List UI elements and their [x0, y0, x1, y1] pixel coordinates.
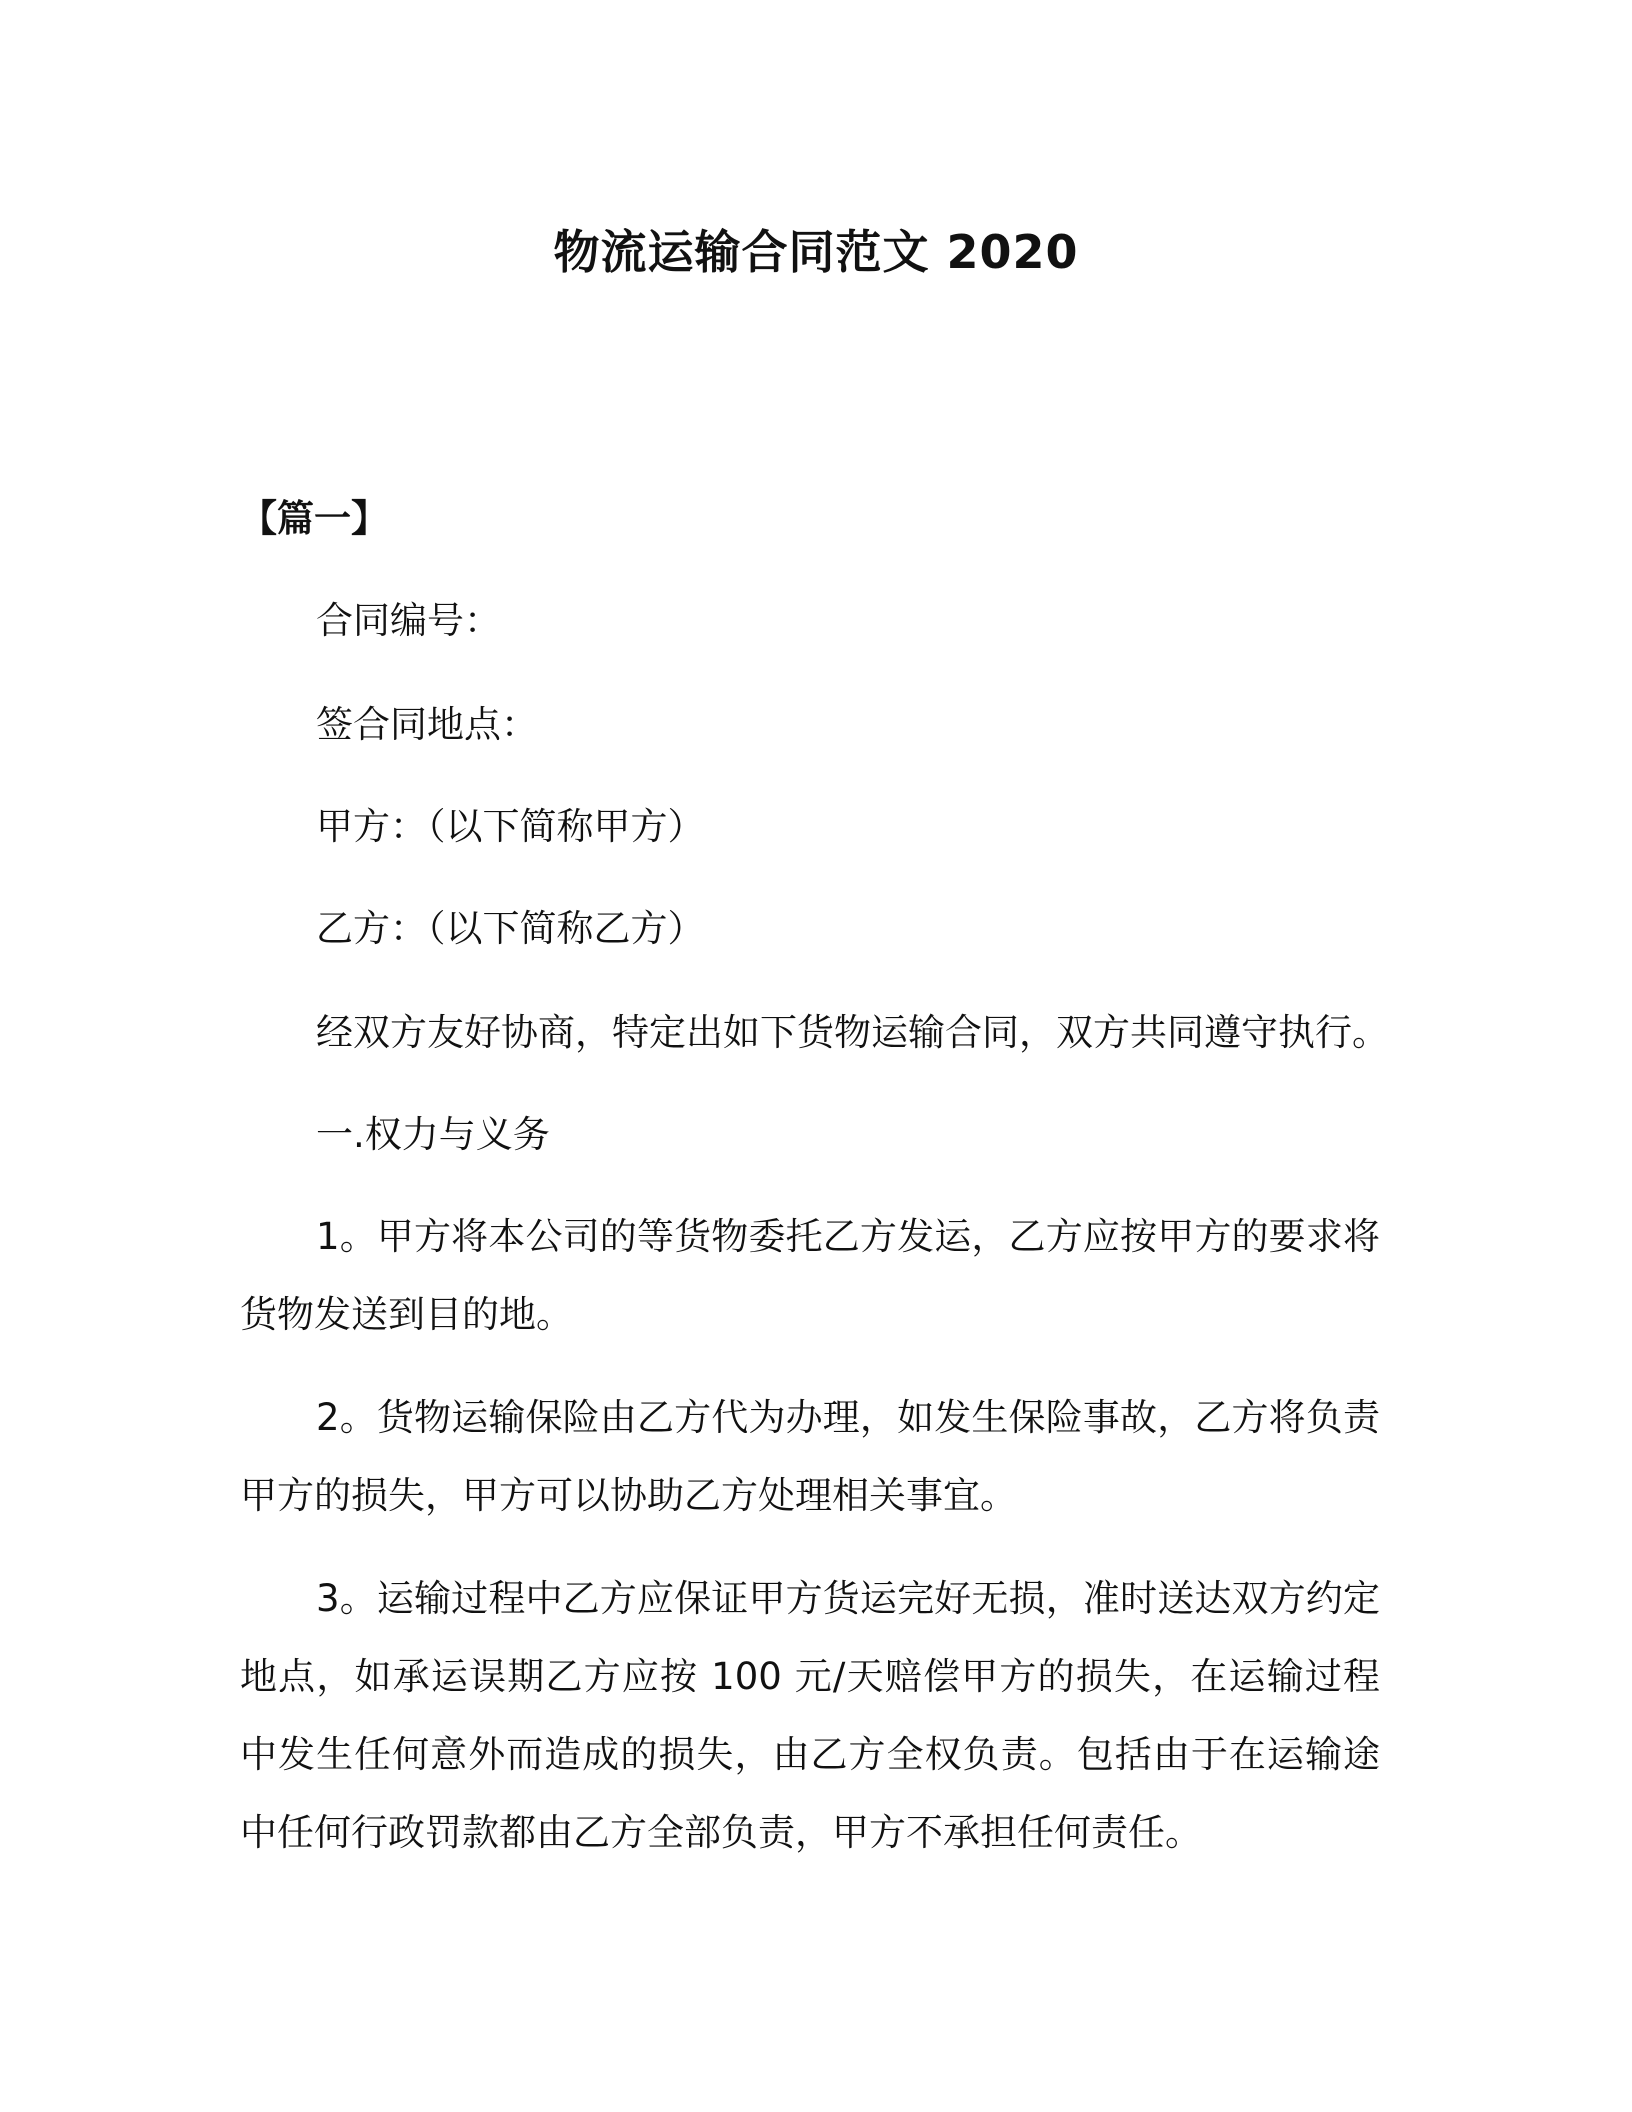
section-heading: 【篇一】 — [240, 497, 388, 540]
clause-1: 1。甲方将本公司的等货物委托乙方发运，乙方应按甲方的要求将货物发送到目的地。 — [240, 1215, 1380, 1336]
contract-number-label: 合同编号： — [316, 599, 501, 642]
document-title: 物流运输合同范文 2020 — [553, 225, 1079, 279]
signing-place-label: 签合同地点： — [316, 703, 538, 746]
clause-3: 3。运输过程中乙方应保证甲方货运完好无损，准时送达双方约定地点，如承运误期乙方应按 100 元/天赔偿甲方的损失，在运输过程中发生任何意外而造成的损失，由乙方全权负责。包括由于在运输途中任何行政罚款都由乙方全部负责，甲方不承担任何责任。 — [240, 1577, 1380, 1854]
party-a-label: 甲方：（以下简称甲方） — [316, 805, 705, 848]
intro-paragraph: 经双方友好协商，特定出如下货物运输合同，双方共同遵守执行。 — [316, 1011, 1389, 1054]
party-b-label: 乙方：（以下简称乙方） — [316, 907, 705, 950]
clause-heading: 一.权力与义务 — [316, 1113, 550, 1156]
clause-2: 2。货物运输保险由乙方代为办理，如发生保险事故，乙方将负责甲方的损失，甲方可以协助乙方处理相关事宜。 — [240, 1396, 1380, 1517]
